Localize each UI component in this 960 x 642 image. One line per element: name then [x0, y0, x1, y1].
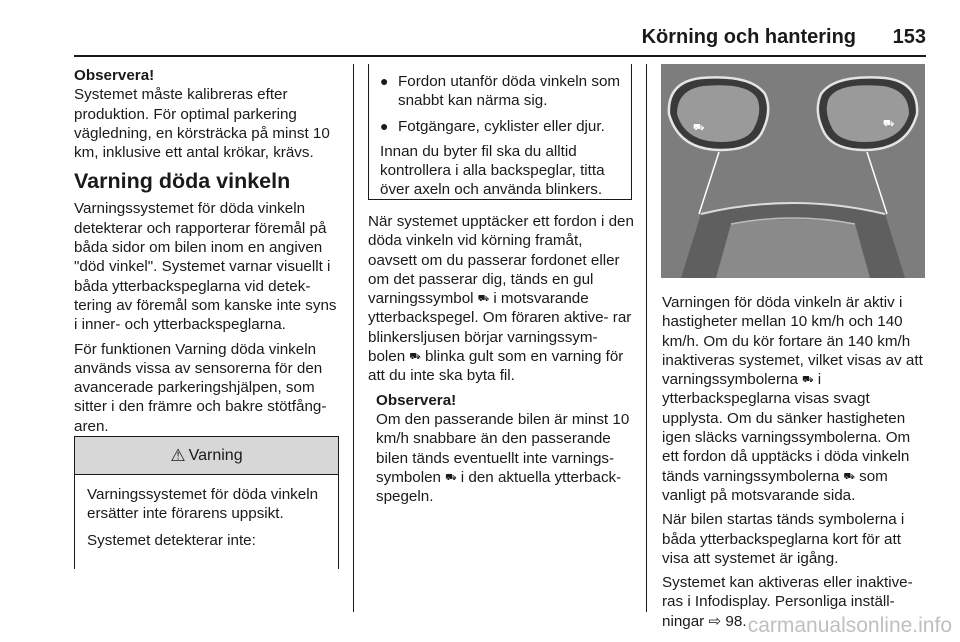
blind-spot-car-icon: ⛟ [843, 470, 855, 481]
text-run: i motsvarande ytterbackspegel. Om föraren aktive- rar blinkersljusen börjar varningssym- bolen [368, 290, 632, 366]
chapter-title: Körning och hantering [641, 26, 856, 48]
column-3-text [662, 293, 928, 636]
text-run: När systemet upptäcker ett fordon i den döda vinkeln vid körning framåt, oavsett om du passerar fordonet eller om det passerar dig, tänds en gul varningssymbol [368, 213, 634, 308]
page-reference-link[interactable]: 98. [725, 612, 747, 630]
bullet-icon: ● [380, 73, 389, 89]
text-run: Systemet kan aktiveras eller inaktive- ras i Infodisplay. Personliga inställ- ningar [662, 574, 913, 630]
warning-text: Innan du byter fil ska du alltid kontrollera i alla backspeglar, titta över axeln och använda blinkers. [380, 142, 605, 199]
list-item [380, 117, 623, 136]
bullet-icon: ● [380, 117, 389, 134]
warning-box [74, 436, 339, 569]
mirror-illustration [661, 64, 925, 278]
warning-body [75, 475, 338, 550]
note [368, 391, 634, 507]
svg-text:⛟: ⛟ [883, 119, 895, 129]
warning-triangle-icon: ⚠ [170, 445, 186, 465]
text-run: Om den passerande bilen är minst 10 km/h snabbare än den passerande bilen tänds eventuellt inte varnings- symbolen [376, 410, 630, 486]
text-run: i den aktuella ytterback- spegeln. [376, 468, 622, 506]
page-header [74, 26, 926, 58]
list-item-text: Fordon utanför döda vinkeln som snabbt kan närma sig. [398, 73, 621, 110]
paragraph: Varningssystemet för döda vinkeln detekterar och rapporterar föremål på båda sidor om bilen inom en angiven "död vinkel". Systemet varnar visuellt i båda ytterbackspeglarna vid detek- tering av föremål som kanske inte syns i inner- och ytterbackspeglarna. [74, 200, 337, 334]
text-run: Varningen för döda vinkeln är aktiv i hastigheter mellan 10 km/h och 140 km/h. Om du kör fortare än 140 km/h inaktiveras systemet, vilket visas av att varningssymbolerna [662, 294, 923, 389]
warning-text: Systemet detekterar inte: [87, 531, 256, 549]
warning-title: Varning [188, 446, 243, 464]
column-divider-2 [646, 64, 647, 612]
svg-text:⛟: ⛟ [693, 123, 705, 133]
blind-spot-car-icon: ⛟ [445, 471, 457, 482]
page-reference-arrow-icon: ⇨ [708, 612, 722, 630]
text-run: blinka gult som en varning för att du inte ska byta fil. [368, 348, 624, 385]
page-number: 153 [892, 26, 926, 48]
blind-spot-car-icon: ⛟ [477, 293, 490, 304]
column-1 [74, 66, 342, 441]
list-item-text: Fotgängare, cyklister eller djur. [398, 117, 605, 135]
header-divider [74, 55, 926, 57]
watermark: carmanualsonline.info [747, 614, 952, 637]
warning-box-continued [368, 64, 632, 200]
text-run: i ytterbackspeglarna visas svagt upplysta. Om du sänker hastigheten igen släcks varningssymbolerna. Om ett fordon då upptäcks i döda vinkeln tänds varningssymbolerna [662, 371, 911, 485]
car-mirrors-illustration [661, 64, 925, 278]
column-divider-1 [353, 64, 354, 612]
paragraph [368, 212, 634, 386]
column-2-text [368, 212, 634, 511]
warning-text: Varningssystemet för döda vinkeln ersätter inte förarens uppsikt. [87, 486, 319, 523]
note-text [376, 410, 634, 506]
note-text: Systemet måste kalibreras efter produktion. För optimal parkering vägledning, en körsträcka på minst 10 km, inklusive ett antal krökar, krävs. [74, 86, 330, 162]
list-item [380, 72, 623, 111]
blind-spot-car-icon: ⛟ [409, 351, 421, 362]
note-title: Observera! [74, 67, 155, 84]
text-run: som vanligt på motsvarande sida. [662, 467, 888, 504]
warning-header [75, 436, 338, 475]
blind-spot-car-icon: ⛟ [802, 374, 814, 385]
paragraph: För funktionen Varning döda vinkeln används vissa av sensorerna för den avancerade parkeringshjälpen, som sitter i den främre och bakre stötfång- aren. [74, 340, 327, 435]
paragraph [662, 293, 928, 505]
note-title: Observera! [376, 391, 457, 409]
section-heading: Varning döda vinkeln [74, 169, 291, 194]
paragraph: När bilen startas tänds symbolerna i båda ytterbackspeglarna kort för att visa att systemet är igång. [662, 511, 905, 567]
